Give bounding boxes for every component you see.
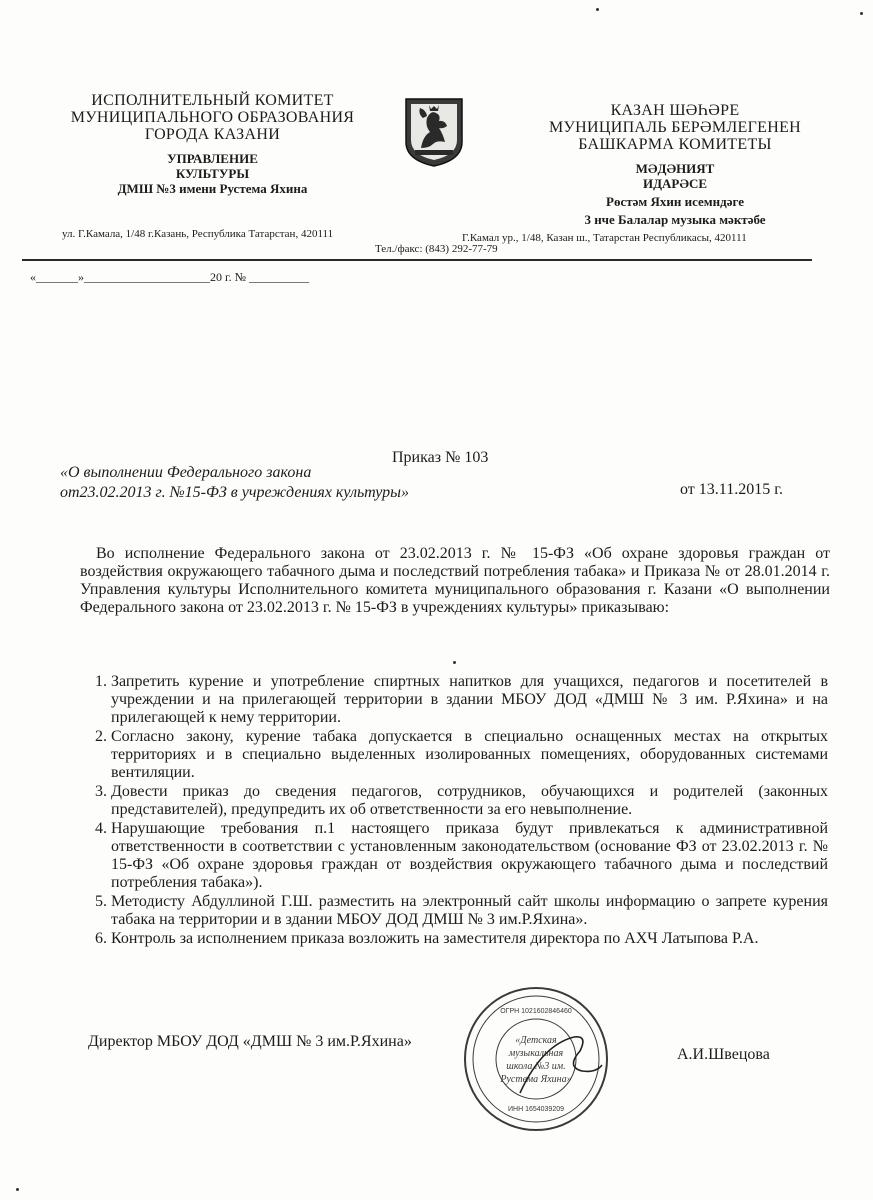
signature-role: Директор МБОУ ДОД «ДМШ № 3 им.Р.Яхина» <box>88 1033 412 1050</box>
order-item: 1. Запретить курение и употребление спиртных напитков для учащихся, педагогов и посетителей в учреждении и на прилегающей территории в здании МБОУ ДОД «ДМШ № 3 им. Р.Яхина» и на прилегающей к нему территории. <box>111 673 828 727</box>
school-name-tt-line1: Рөстәм Яхин исемндәге <box>606 194 744 209</box>
org-name-tt-line3: БАШКАРМА КОМИТЕТЫ <box>578 136 772 153</box>
address-tt: Г.Камал ур., 1/48, Казан ш., Татарстан Республикасы, 420111 <box>462 232 747 244</box>
order-items-list <box>63 673 828 948</box>
stamp-text-2: музыкальная <box>508 1048 564 1059</box>
header-right <box>505 102 845 227</box>
dept-ru-line2: КУЛЬТУРЫ <box>175 166 250 181</box>
stamp-inn: ИНН 1654039209 <box>507 1106 565 1113</box>
kazan-emblem-icon <box>403 96 465 168</box>
contacts: Тел./факс: (843) 292-77-79 <box>375 243 498 255</box>
order-date: от 13.11.2015 г. <box>680 481 783 498</box>
order-subject-line1: «О выполнении Федерального закона <box>60 464 312 481</box>
org-name-ru-line3: ГОРОДА КАЗАНИ <box>144 126 281 143</box>
org-name-tt-line1: КАЗАН ШӘҺӘРЕ <box>610 102 740 119</box>
org-name-ru-line1: ИСПОЛНИТЕЛЬНЫЙ КОМИТЕТ <box>91 92 334 109</box>
scan-speck <box>453 661 456 664</box>
scan-speck <box>16 1188 19 1191</box>
dept-ru-line1: УПРАВЛЕНИЕ <box>167 151 258 166</box>
order-subject-line2: от23.02.2013 г. №15-ФЗ в учреждениях культуры» <box>60 484 410 501</box>
scan-speck <box>860 12 863 15</box>
school-name-tt-line2: 3 нче Балалар музыка мәктәбе <box>584 212 766 227</box>
order-items <box>63 673 828 949</box>
order-subject <box>60 463 409 503</box>
org-name-tt-line2: МУНИЦИПАЛЬ БЕРӘМЛЕГЕНЕН <box>549 119 801 136</box>
signature-name: А.И.Швецова <box>677 1046 770 1063</box>
stamp-text-3: школа №3 им. <box>506 1061 566 1072</box>
order-item: 4. Нарушающие требования п.1 настоящего приказа будут привлекаться к административной ответственности в соответствии с установленным законодательством (основание ФЗ от 23.02.2013 г. № 15-ФЗ «Об охране здоровья граждан от воздействия окружающего табачного дыма и последствий потребления табака»). <box>111 820 828 892</box>
order-item: 5. Методисту Абдуллиной Г.Ш. разместить на электронный сайт школы информацию о запрете курения табака на территории и в здании МБОУ ДОД ДМШ № 3 им.Р.Яхина». <box>111 893 828 929</box>
order-item: 2. Согласно закону, курение табака допускается в специально оснащенных местах на открытых территориях и в специально выделенных изолированных помещениях, оборудованных системами вентиляции. <box>111 728 828 782</box>
order-item: 6. Контроль за исполнением приказа возложить на заместителя директора по АХЧ Латыпова Р.А. <box>111 930 828 948</box>
preamble-text: Во исполнение Федерального закона от 23.02.2013 г. № 15-ФЗ «Об охране здоровья граждан от воздействия окружающего табачного дыма и последствий потребления табака» и Приказа № от 28.01.2014 г. Управления культуры Исполнительного комитета муниципального образования г. Казани «О выполнении Федерального закона от 23.02.2013 г. № 15-ФЗ в учреждениях культуры» приказываю: <box>80 545 830 616</box>
official-stamp <box>462 985 610 1133</box>
date-number-blank: «_______»_____________________20 г. № __________ <box>30 270 310 284</box>
dept-tt-line2: ИДАРӘСЕ <box>642 176 708 191</box>
address-ru: ул. Г.Камала, 1/48 г.Казань, Республика Татарстан, 420111 <box>62 228 334 240</box>
stamp-text-1: «Детская <box>515 1035 557 1046</box>
order-title: Приказ № 103 <box>392 449 489 466</box>
stamp-ogrn: ОГРН 1021602846460 <box>500 1008 572 1015</box>
org-name-ru-line2: МУНИЦИПАЛЬНОГО ОБРАЗОВАНИЯ <box>70 109 355 126</box>
stamp-text-4: Рустема Яхина» <box>500 1074 572 1085</box>
header-divider <box>22 259 812 261</box>
school-name-ru: ДМШ №3 имени Рустема Яхина <box>117 181 308 196</box>
order-item: 3. Довести приказ до сведения педагогов, сотрудников, обучающихся и родителей (законных представителей), предупредить их об ответственности за его невыполнение. <box>111 783 828 819</box>
preamble <box>80 545 830 617</box>
header-left <box>40 92 385 196</box>
dept-tt-line1: МӘДӘНИЯТ <box>635 161 715 176</box>
scan-speck <box>596 8 599 11</box>
